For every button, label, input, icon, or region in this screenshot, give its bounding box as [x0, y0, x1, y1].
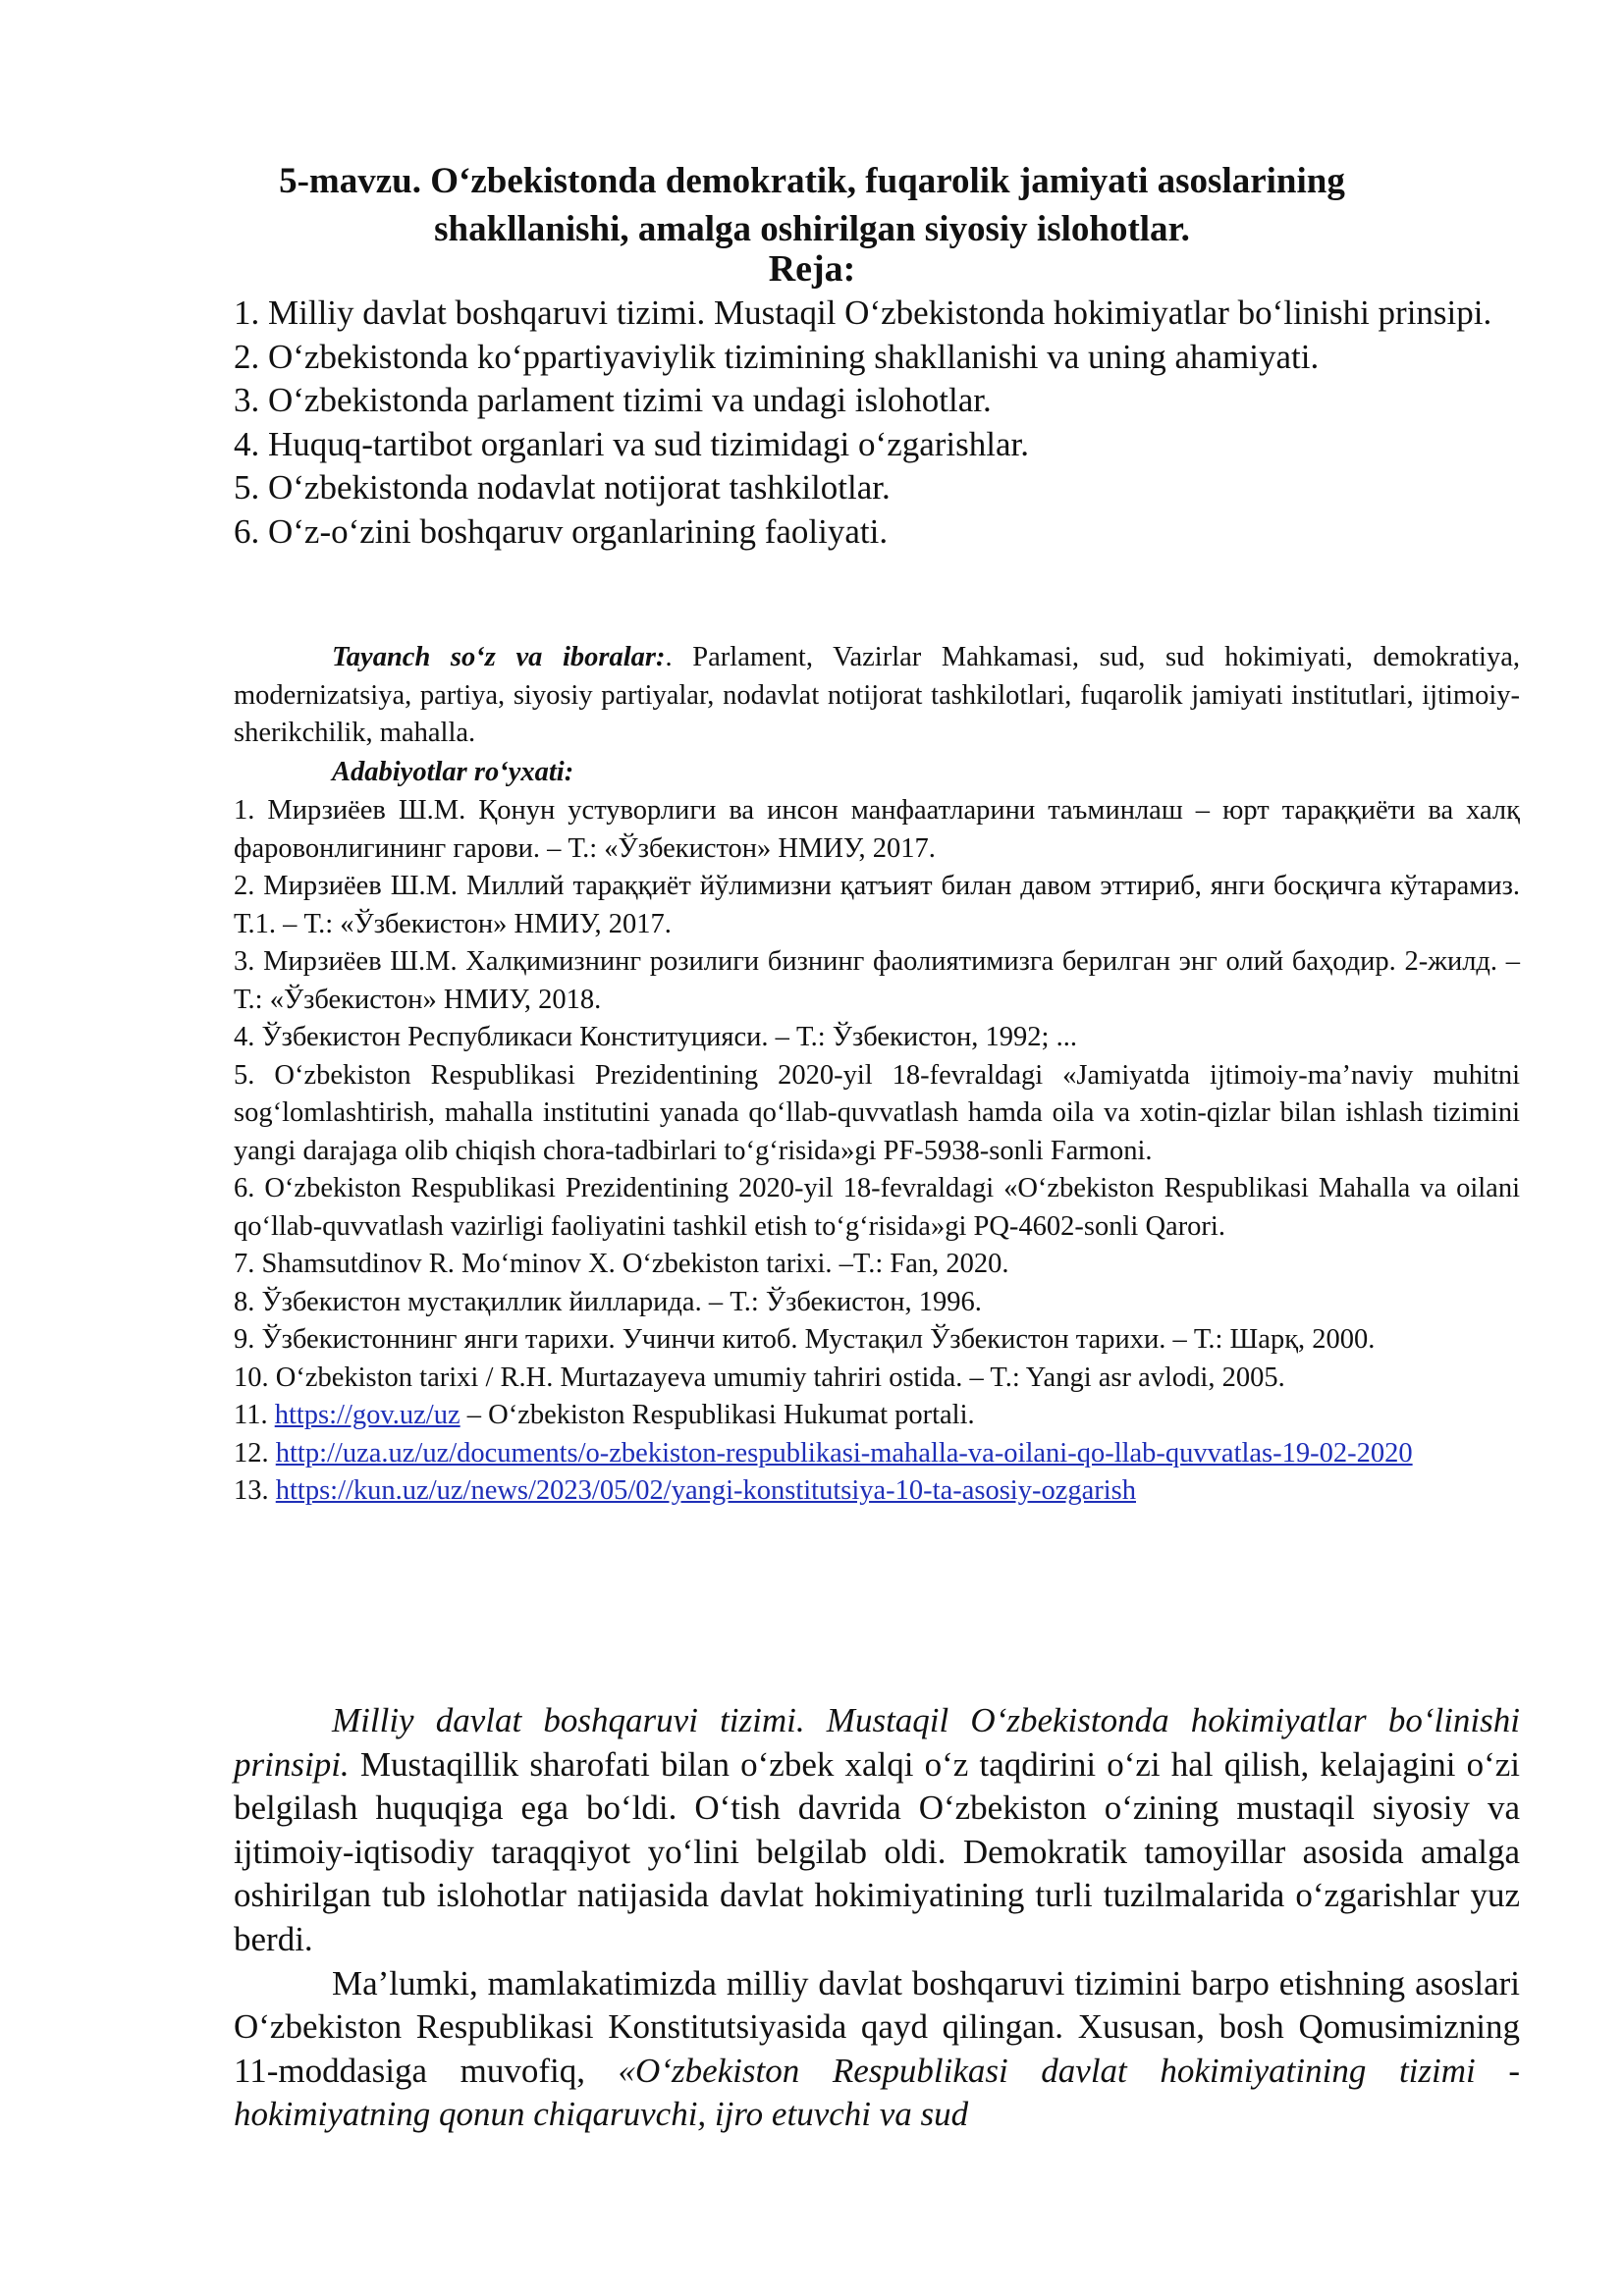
reference-number: 13. — [234, 1475, 276, 1506]
keywords-text: . Parlament, Vazirlar Mahkamasi, sud, sud hokimiyati, demokratiya, modernizatsiya, partiya, siyosiy partiyalar, nodavlat notijorat tashkilotlari, fuqarolik jamiyati institutlari, ijtimoiy-sherikchilik, mahalla. — [234, 642, 1521, 748]
reference-number: 12. — [234, 1437, 276, 1468]
plan-item: 3. O‘zbekistonda parlament tizimi va undagi islohotlar. — [234, 381, 992, 420]
reference-item: 6. O‘zbekiston Respublikasi Prezidentining 2020-yil 18-fevraldagi «O‘zbekiston Respublikasi Mahalla va oilani qo‘llab-quvvatlash vazirligi faoliyatini tashkil etish to‘g‘risida»gi PQ-4602-sonli Qarori. — [234, 1173, 1520, 1242]
reference-number: 11. — [234, 1400, 275, 1430]
references-list — [234, 792, 1520, 1511]
reference-item: 5. O‘zbekiston Respublikasi Prezidentining 2020-yil 18-fevraldagi «Jamiyatda ijtimoiy-ma’naviy muhitni sog‘lomlashtirish, mahalla institutini yanada qo‘llab-quvvatlash hamda oila va xotin-qizlar bilan ishlash tizimini yangi darajaga olib chiqish chora-tadbirlari to‘g‘risida»gi PF-5938-sonli Farmoni. — [234, 1059, 1520, 1166]
reference-item: 2. Мирзиёев Ш.М. Миллий тараққиёт йўлимизни қатъият билан давом эттириб, янги босқичга кўтарамиз. Т.1. – Т.: «Ўзбекистон» НМИУ, 2017. — [234, 871, 1520, 939]
reference-item — [234, 1397, 1520, 1435]
reference-item: 4. Ўзбекистон Республикаси Конституцияси. – Т.: Ўзбекистон, 1992; ... — [234, 1022, 1077, 1052]
page-title: 5-mavzu. O‘zbekistonda demokratik, fuqarolik jamiyati asoslarining shakllanishi, amalga oshirilgan siyosiy islohotlar. — [279, 161, 1345, 249]
reference-link[interactable]: https://gov.uz/uz — [274, 1400, 460, 1430]
keywords-paragraph — [234, 639, 1520, 753]
reference-item: 1. Мирзиёев Ш.М. Қонун устуворлиги ва инсон манфаатларини таъминлаш – юрт тараққиёти ва халқ фаровонлигининг гарови. – Т.: «Ўзбекистон» НМИУ, 2017. — [234, 795, 1520, 864]
plan-item: 2. O‘zbekistonda ko‘ppartiyaviylik tizimining shakllanishi va uning ahamiyati. — [234, 337, 1320, 376]
references-heading: Adabiyotlar ro‘yxati: — [332, 757, 574, 787]
reference-link[interactable]: http://uza.uz/uz/documents/o-zbekiston-respublikasi-mahalla-va-oilani-qo-llab-quvvatlas-19-02-2020 — [275, 1437, 1413, 1468]
constitution-quote: «O‘zbekiston Respublikasi davlat hokimiyatining tizimi - hokimiyatning qonun chiqaruvchi, ijro etuvchi va sud — [234, 2051, 1520, 2134]
reference-item: 8. Ўзбекистон мустақиллик йилларида. – Т.: Ўзбекистон, 1996. — [234, 1286, 982, 1317]
body-text — [234, 1699, 1520, 2137]
reference-link[interactable]: https://kun.uz/uz/news/2023/05/02/yangi-konstitutsiya-10-ta-asosiy-ozgarish — [275, 1475, 1136, 1506]
paragraph-text: Mustaqillik sharofati bilan o‘zbek xalqi o‘z taqdirini o‘zi hal qilish, kelajagini o‘zi belgilash huquqiga ega bo‘ldi. O‘tish davrida O‘zbekiston o‘zining mustaqil siyosiy va ijtimoiy-iqtisodiy taraqqiyot yo‘lini belgilab oldi. Demokratik tamoyillar asosida amalga oshirilgan tub islohotlar natijasida davlat hokimiyatining turli tuzilmalarida o‘zgarishlar yuz berdi. — [234, 1744, 1520, 1958]
plan-heading: Reja: — [768, 248, 856, 290]
reference-item: 10. O‘zbekiston tarixi / R.H. Murtazayeva umumiy tahriri ostida. – T.: Yangi asr avlodi, 2005. — [234, 1362, 1285, 1393]
reference-item: 7. Shamsutdinov R. Mo‘minov X. O‘zbekiston tarixi. –T.: Fan, 2020. — [234, 1249, 1009, 1279]
reference-item: 3. Мирзиёев Ш.М. Халқимизнинг розилиги бизнинг фаолиятимизга берилган энг олий баҳодир. 2-жилд. – Т.: «Ўзбекистон» НМИУ, 2018. — [234, 946, 1520, 1015]
reference-item — [234, 1472, 1520, 1511]
plan-item: 6. O‘z-o‘zini boshqaruv organlarining faoliyati. — [234, 511, 889, 551]
plan-item: 1. Milliy davlat boshqaruvi tizimi. Mustaqil O‘zbekistonda hokimiyatlar bo‘linishi prinsipi. — [234, 294, 1492, 332]
reference-suffix: – O‘zbekiston Respublikasi Hukumat portali. — [460, 1400, 975, 1430]
plan-item: 5. O‘zbekistonda nodavlat notijorat tashkilotlar. — [234, 468, 891, 507]
section-heading-inline: Milliy davlat boshqaruvi tizimi. Mustaqil O‘zbekistonda hokimiyatlar bo‘linishi prinsipi. — [234, 1701, 1520, 1784]
reference-item — [234, 1435, 1520, 1473]
body-paragraph — [234, 1699, 1520, 1962]
body-paragraph — [234, 1962, 1520, 2137]
plan-item: 4. Huquq-tartibot organlari va sud tizimidagi o‘zgarishlar. — [234, 424, 1029, 463]
paragraph-text: Ma’lumki, mamlakatimizda milliy davlat boshqaruvi tizimini barpo etishning asoslari O‘zbekiston Respublikasi Konstitutsiyasida qayd qilingan. Xususan, bosh Qomusimizning 11-moddasiga muvofiq, — [234, 1963, 1520, 2090]
plan-list — [234, 292, 1530, 555]
reference-item: 9. Ўзбекистоннинг янги тарихи. Учинчи китоб. Мустақил Ўзбекистон тарихи. – Т.: Шарқ, 2000. — [234, 1324, 1376, 1355]
keywords-label: Tayanch so‘z va iboralar: — [332, 642, 666, 672]
